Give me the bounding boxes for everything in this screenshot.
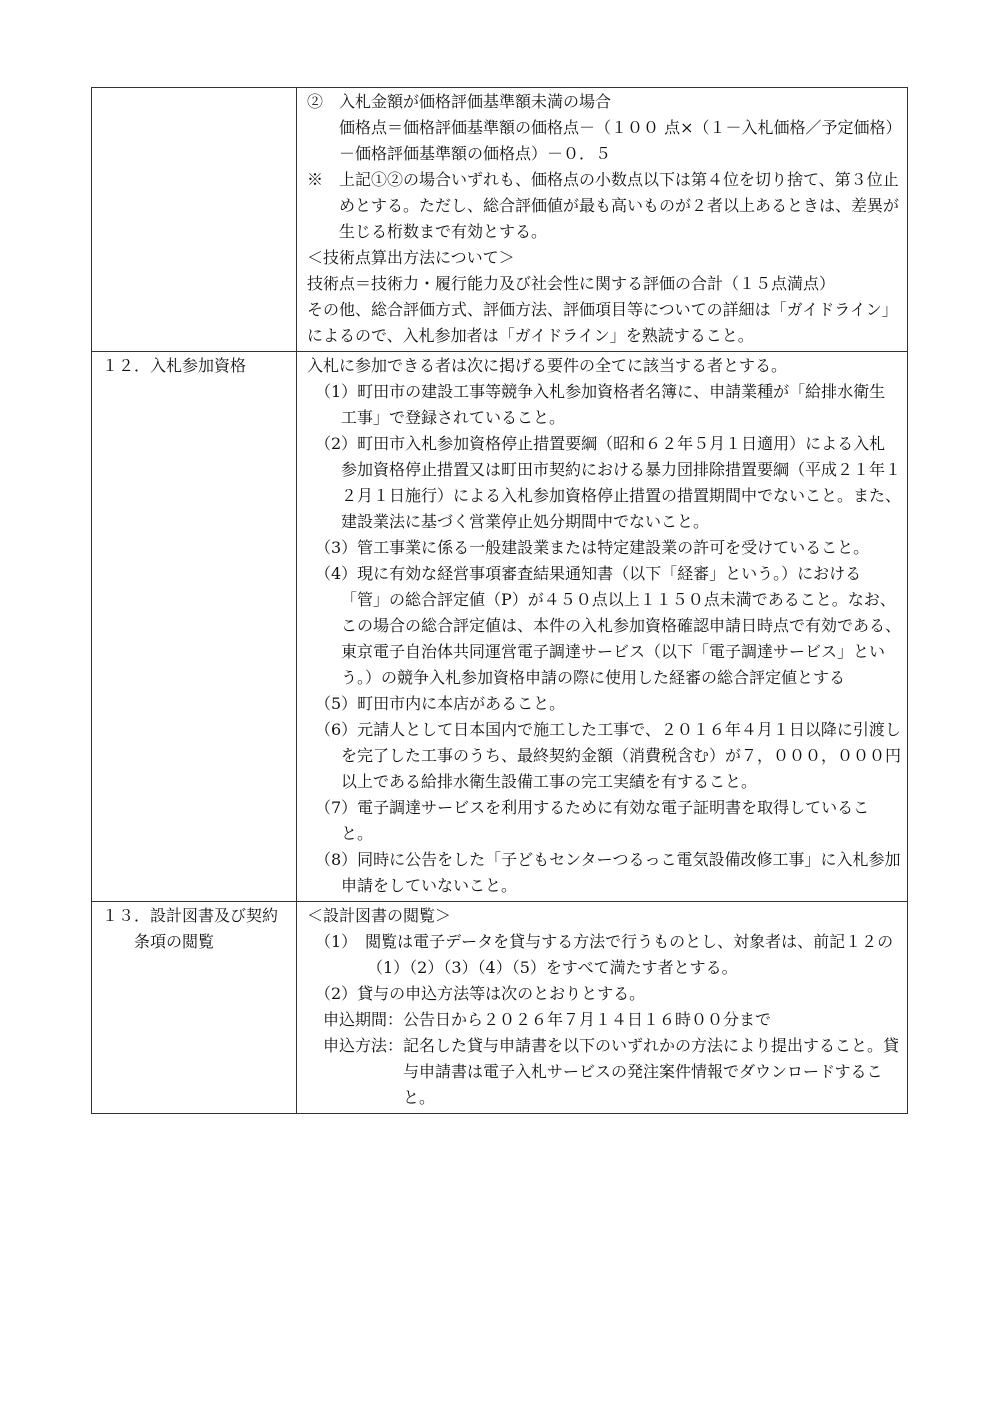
application-method-label: 申込方法： (323, 1036, 404, 1055)
design-docs-item-1: （1） 閲覧は電子データを貸与する方法で行うものとし、対象者は、前記１２の（1）（2）（3）（4）（5）をすべて満たす者とする。 (315, 932, 894, 977)
eligibility-label: １２．入札参加資格 (92, 352, 297, 902)
eligibility-content-cell (297, 352, 908, 902)
eligibility-item-4: （4）現に有効な経営事項審査結果通知書（以下「経審」という。）における「管」の総合評定値（P）が４５０点以上１１５０点未満であること。なお、この場合の総合評定値は、本件の入札参加資格確認申請日時点で有効である、東京電子自治体共同運営電子調達サービス（以下「電子調達サービス」という。）の競争入札参加資格申請の際に使用した経審の総合評定値とする (315, 564, 902, 687)
application-method-value: 記名した貸与申請書を以下のいずれかの方法により提出すること。貸与申請書は電子入札サービスの発注案件情報でダウンロードすること。 (403, 1036, 900, 1107)
eligibility-item-7: （7）電子調達サービスを利用するために有効な電子証明書を取得していること。 (315, 798, 870, 843)
application-period (307, 1007, 901, 1033)
eligibility-item-5: （5）町田市内に本店があること。 (315, 694, 566, 713)
design-docs-label-line2: 条項の閲覧 (134, 932, 215, 951)
application-period-value: 公告日から２０２６年７月１４日１６時００分まで (403, 1010, 772, 1029)
price-formula: 価格点＝価格評価基準額の価格点－（１００ 点×（１－入札価格／予定価格）－価格評価基準額の価格点）－０．５ (339, 118, 894, 163)
design-docs-heading: ＜設計図書の閲覧＞ (307, 906, 452, 925)
price-note: ※ 上記①②の場合いずれも、価格点の小数点以下は第４位を切り捨て、第３位止めとする。ただし、総合評価値が最も高いものが２者以上あるときは、差異が生じる桁数まで有効とする。 (307, 170, 900, 241)
eligibility-item-6: （6）元請人として日本国内で施工した工事で、２０１６年４月１日以降に引渡しを完了した工事のうち、最終契約金額（消費税含む）が７，０００，０００円以上である給排水衛生設備工事の完工実績を有すること。 (315, 720, 902, 791)
eligibility-item-2: （2）町田市入札参加資格停止措置要綱（昭和６２年５月１日適用）による入札参加資格停止措置又は町田市契約における暴力団排除措置要綱（平成２１年１２月１日施行）による入札参加資格停止措置の措置期間中でないこと。また、建設業法に基づく営業停止処分期間中でないこと。 (315, 434, 902, 531)
price-case-2-heading: ② 入札金額が価格評価基準額未満の場合 (307, 92, 612, 111)
guideline-note: その他、総合評価方式、評価方法、評価項目等についての詳細は「ガイドライン」によるので、入札参加者は「ガイドライン」を熟読すること。 (307, 300, 898, 345)
design-docs-content-cell (297, 902, 908, 1114)
design-docs-item-2: （2）貸与の申込方法等は次のとおりとする。 (315, 984, 646, 1003)
eligibility-item-1: （1）町田市の建設工事等競争入札参加資格者名簿に、申請業種が「給排水衛生工事」で登録されていること。 (315, 382, 886, 427)
document-table (91, 87, 908, 1114)
application-method (307, 1033, 901, 1111)
tech-points-formula: 技術点＝技術力・履行能力及び社会性に関する評価の合計（１５点満点） (307, 274, 836, 293)
eligibility-intro: 入札に参加できる者は次に掲げる要件の全てに該当する者とする。 (307, 356, 788, 375)
application-period-label: 申込期間： (323, 1010, 404, 1029)
tech-points-heading: ＜技術点算出方法について＞ (307, 248, 515, 267)
row-price-points (92, 88, 908, 352)
row1-label-cell (92, 88, 297, 352)
design-docs-label-cell (92, 902, 297, 1114)
eligibility-item-3: （3）管工事業に係る一般建設業または特定建設業の許可を受けていること。 (315, 538, 870, 557)
row-eligibility (92, 352, 908, 902)
eligibility-item-8: （8）同時に公告をした「子どもセンターつるっこ電気設備改修工事」に入札参加申請をしていないこと。 (315, 850, 901, 895)
row-design-documents (92, 902, 908, 1114)
design-docs-label-line1: １３．設計図書及び契約 (102, 906, 279, 925)
row1-content-cell (297, 88, 908, 352)
